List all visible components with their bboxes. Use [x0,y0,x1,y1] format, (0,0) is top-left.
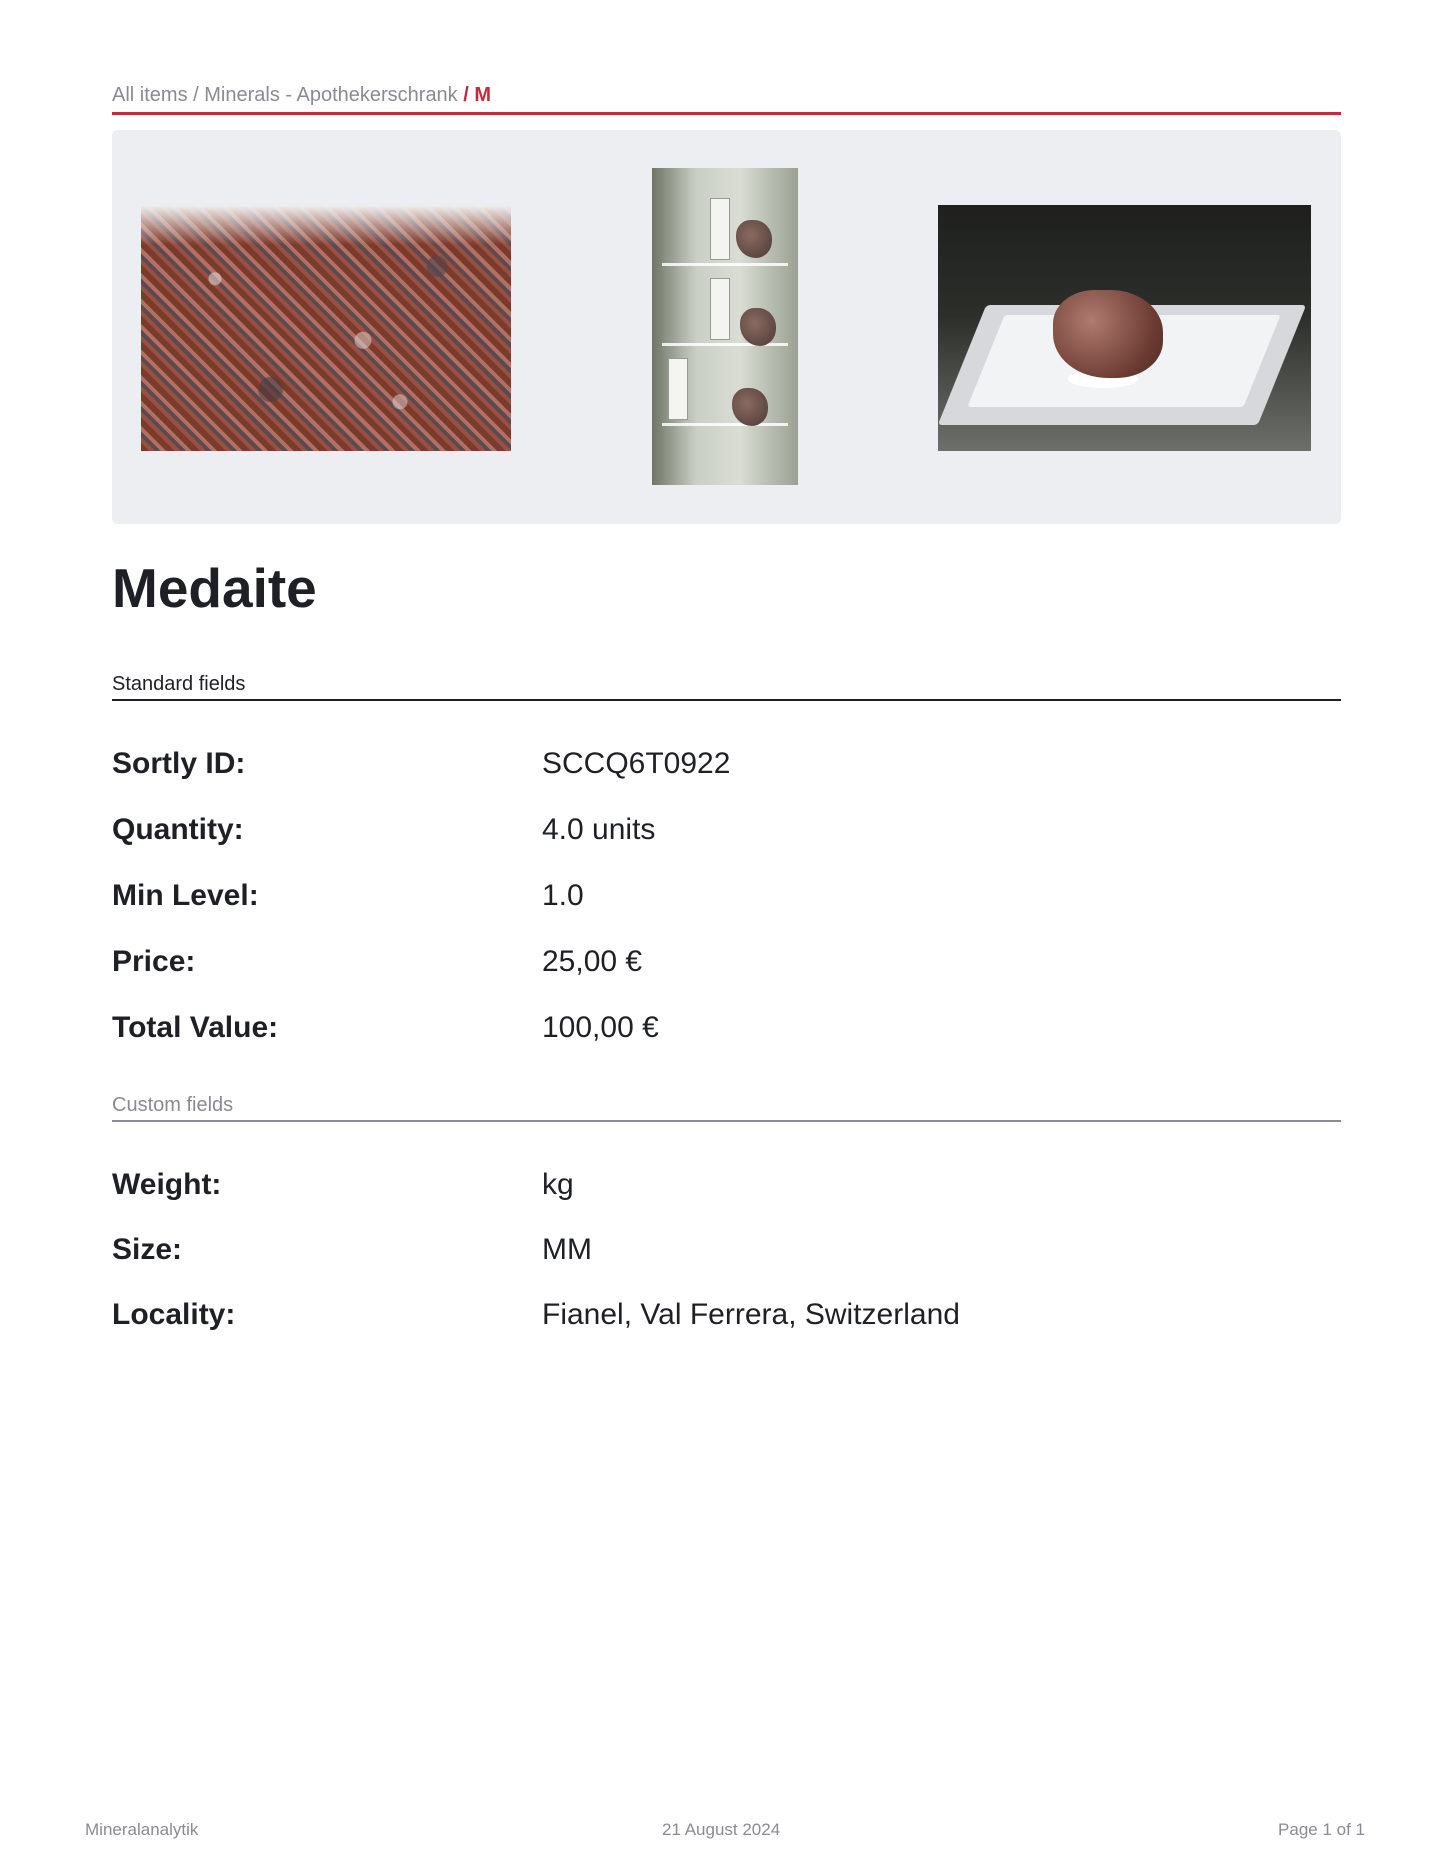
field-label: Sortly ID: [112,747,246,780]
custom-fields-divider [112,1120,1341,1122]
photo-gallery [112,130,1341,524]
footer-page-number: Page 1 of 1 [1278,1820,1365,1839]
specimen-tray-photo[interactable] [938,205,1311,451]
specimen-label [710,198,730,260]
field-value: 1.0 [542,879,584,912]
field-label: Locality: [112,1298,236,1331]
footer-company: Mineralanalytik [85,1820,199,1839]
field-label: Min Level: [112,879,259,912]
field-value: 4.0 units [542,813,656,846]
standard-fields-divider [112,699,1341,701]
breadcrumb-path[interactable]: All items / Minerals - Apothekerschrank [112,84,464,106]
field-row-quantity [112,813,1341,853]
field-value: MM [542,1233,592,1266]
field-row-total-value [112,1011,1341,1051]
field-value: kg [542,1168,574,1201]
shelf-edge [662,343,788,346]
display-shelf-photo[interactable] [652,168,798,485]
photo-background [141,205,511,245]
field-value: 25,00 € [542,945,643,978]
field-label: Price: [112,945,196,978]
field-row-size [112,1233,1341,1273]
mineral-closeup-photo[interactable] [141,205,511,451]
field-value: 100,00 € [542,1011,659,1044]
field-row-weight [112,1168,1341,1208]
shelf-edge [662,423,788,426]
footer-date: 21 August 2024 [662,1820,781,1839]
breadcrumb-current: / M [463,84,492,106]
specimen-rock [736,220,772,258]
specimen-label [668,358,688,420]
field-row-locality [112,1298,1341,1338]
field-label: Size: [112,1233,183,1266]
field-row-sortly-id [112,747,1341,787]
shelf-edge [662,263,788,266]
field-row-min-level [112,879,1341,919]
field-label: Weight: [112,1168,222,1201]
specimen-rock [740,308,776,346]
field-label: Total Value: [112,1011,279,1044]
field-label: Quantity: [112,813,244,846]
specimen-rock [732,388,768,426]
field-value: SCCQ6T0922 [542,747,731,780]
item-title: Medaite [112,557,317,619]
specimen-label [710,278,730,340]
field-value: Fianel, Val Ferrera, Switzerland [542,1298,960,1331]
standard-fields-heading: Standard fields [112,673,246,695]
breadcrumb [112,84,491,107]
breadcrumb-divider [112,112,1341,115]
field-row-price [112,945,1341,985]
custom-fields-heading: Custom fields [112,1094,234,1116]
specimen-rock [1053,290,1163,378]
